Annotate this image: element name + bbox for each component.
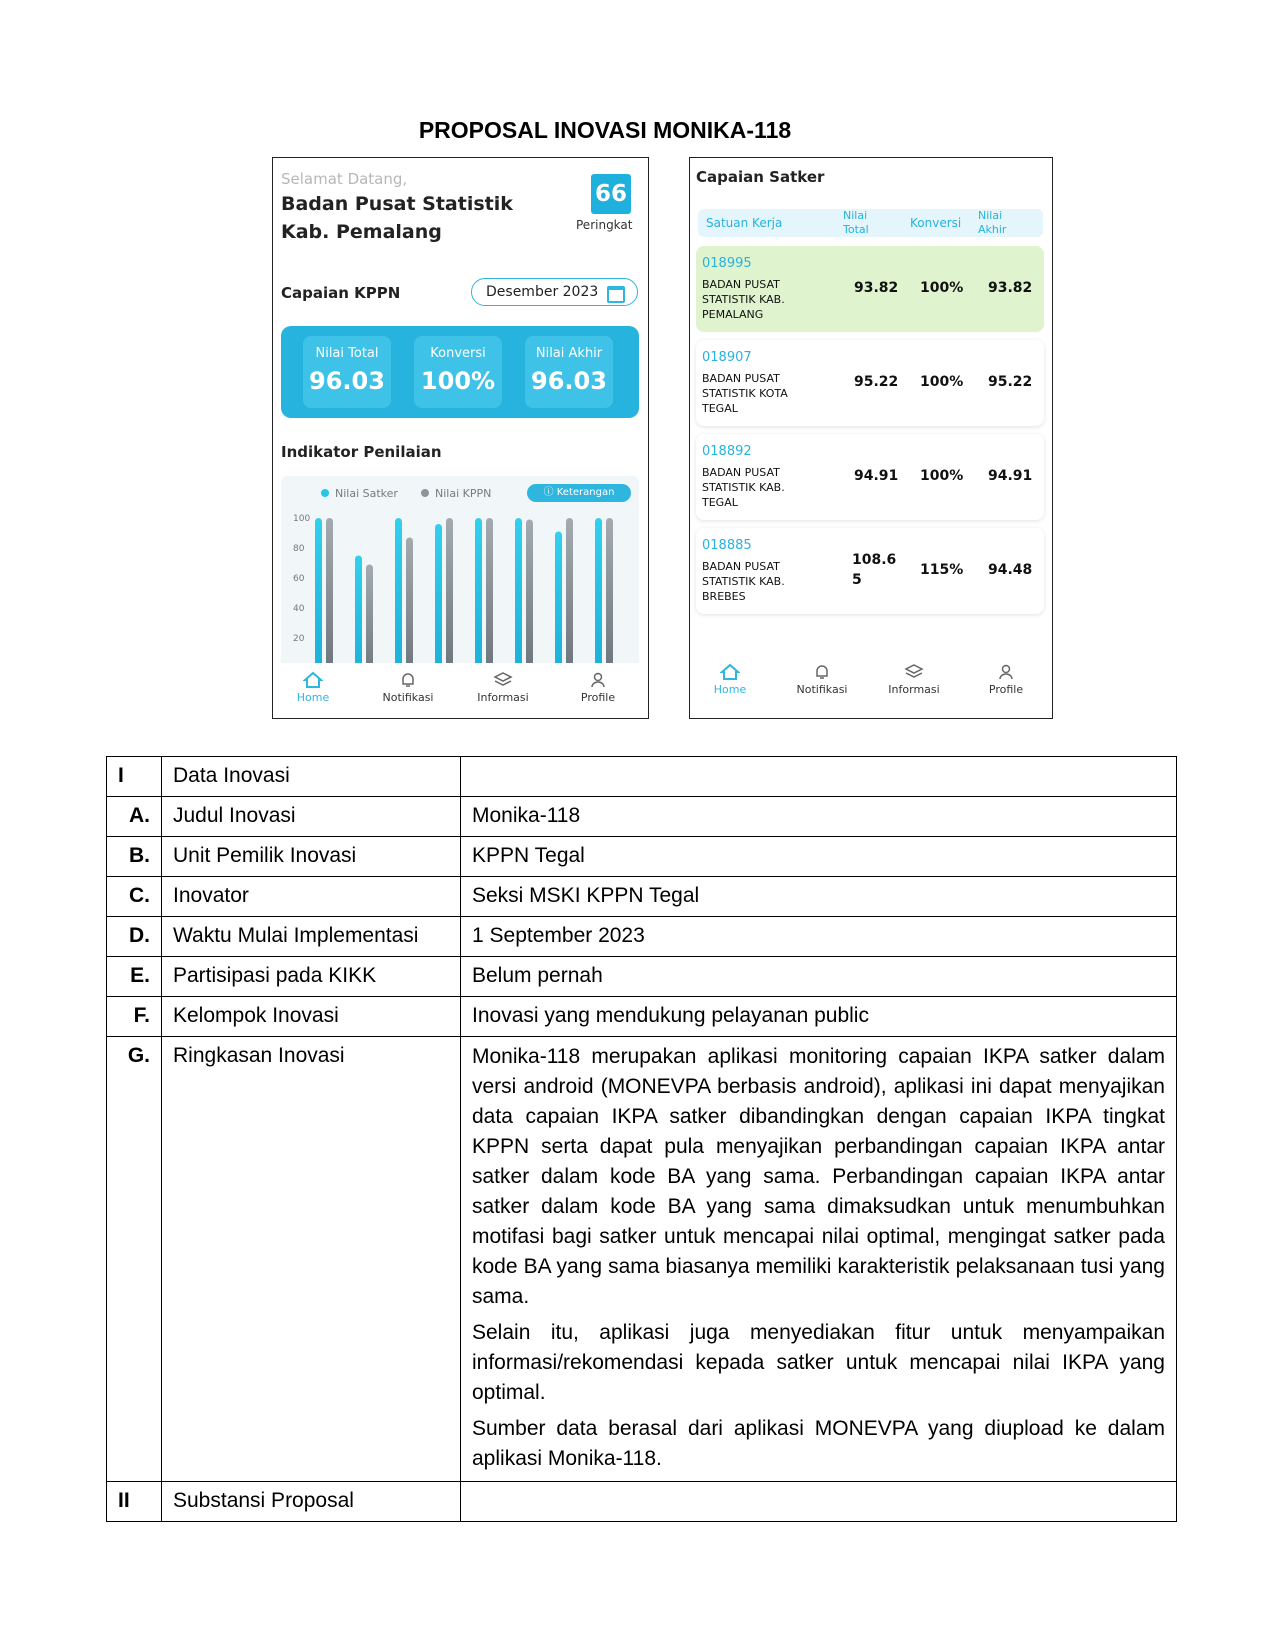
table-row: [107, 997, 1177, 1037]
satker-nilai-akhir: 93.82: [988, 280, 1033, 296]
row-label: Partisipasi pada KIKK: [162, 957, 461, 997]
period-selector[interactable]: [471, 278, 638, 306]
satker-name-line: PEMALANG: [702, 308, 764, 321]
nav-label: Notifikasi: [382, 691, 434, 704]
satker-name: [702, 559, 822, 604]
row-label: Kelompok Inovasi: [162, 997, 461, 1037]
indikator-penilaian-label: Indikator Penilaian: [281, 443, 442, 461]
satker-code: 018892: [702, 444, 752, 459]
table-row: [107, 877, 1177, 917]
header-nilai-akhir: [978, 209, 1006, 237]
header-nilai-total: [843, 209, 869, 237]
satker-name-line: TEGAL: [702, 496, 738, 509]
bar-nilai-kppn: [446, 518, 453, 676]
keterangan-label: Keterangan: [556, 487, 615, 498]
satker-row[interactable]: [696, 340, 1044, 426]
satker-name-line: BADAN PUSAT: [702, 372, 780, 385]
header-line: Akhir: [978, 223, 1007, 236]
bottom-nav: [273, 663, 648, 718]
nav-informasi[interactable]: [874, 663, 954, 696]
header-satuan-kerja: Satuan Kerja: [706, 216, 783, 230]
nav-profile[interactable]: [558, 671, 638, 704]
rank-label: Peringkat: [576, 218, 633, 232]
stat-value: 100%: [420, 367, 496, 395]
bell-icon: [399, 671, 417, 689]
nav-label: Notifikasi: [796, 683, 848, 696]
calendar-icon: [607, 286, 625, 303]
satker-nilai-akhir: 94.91: [988, 468, 1033, 484]
stats-panel: [281, 326, 639, 418]
summary-paragraph: Selain itu, aplikasi juga menyediakan fitur untuk menyampaikan informasi/rekomendasi kepada satker untuk mencapai nilai IKPA yang optimal.: [472, 1321, 1165, 1404]
user-icon: [589, 671, 607, 689]
home-icon: [303, 671, 323, 689]
header-line: Nilai: [843, 209, 868, 222]
bar-nilai-kppn: [326, 518, 333, 676]
home-icon: [720, 663, 740, 681]
stat-label: Konversi: [430, 346, 486, 361]
satker-nilai-total: 93.82: [854, 280, 899, 296]
row-number: B.: [107, 837, 162, 877]
nav-label: Home: [713, 683, 747, 696]
header-line: Total: [843, 223, 869, 236]
bottom-nav: [690, 663, 1052, 718]
row-value: Inovasi yang mendukung pelayanan public: [461, 997, 1177, 1037]
y-tick-label: 60: [293, 574, 305, 584]
satker-screenshot: [689, 157, 1053, 719]
org-line-2: Kab. Pemalang: [281, 221, 442, 243]
indikator-chart: [281, 476, 639, 676]
row-value: [461, 1482, 1177, 1522]
row-value: [461, 757, 1177, 797]
row-value: Belum pernah: [461, 957, 1177, 997]
satker-name-line: TEGAL: [702, 402, 738, 415]
satker-konversi: 100%: [920, 468, 964, 484]
row-label: Waktu Mulai Implementasi: [162, 917, 461, 957]
bar-nilai-kppn: [366, 565, 373, 677]
satker-name: [702, 465, 822, 510]
row-value: Seksi MSKI KPPN Tegal: [461, 877, 1177, 917]
satker-name-line: BADAN PUSAT: [702, 278, 780, 291]
stat-value: 96.03: [531, 367, 607, 395]
home-screenshot: [272, 157, 649, 719]
bar-nilai-satker: [595, 518, 602, 676]
table-row: [107, 757, 1177, 797]
nav-label: Profile: [580, 691, 616, 704]
satker-nilai-total: 95.22: [854, 374, 899, 390]
satker-code: 018885: [702, 538, 752, 553]
nav-label: Profile: [988, 683, 1024, 696]
row-label: Judul Inovasi: [162, 797, 461, 837]
ringkasan-cell: [461, 1037, 1177, 1482]
row-label: Data Inovasi: [162, 757, 461, 797]
layers-icon: [904, 663, 924, 681]
satker-row[interactable]: [696, 246, 1044, 332]
table-row: [107, 837, 1177, 877]
nav-home[interactable]: [273, 671, 353, 704]
capaian-satker-title: Capaian Satker: [696, 168, 825, 186]
bar-nilai-satker: [555, 532, 562, 677]
bar-nilai-satker: [395, 518, 402, 676]
nav-label: Informasi: [888, 683, 940, 696]
rank-badge: 66: [591, 174, 631, 214]
row-number: F.: [107, 997, 162, 1037]
row-number: E.: [107, 957, 162, 997]
satker-row[interactable]: [696, 434, 1044, 520]
row-label: Inovator: [162, 877, 461, 917]
table-row: [107, 957, 1177, 997]
table-row: [107, 1037, 1177, 1482]
stat-label: Nilai Total: [315, 346, 379, 361]
satker-nilai-akhir: 95.22: [988, 374, 1033, 390]
bar-nilai-kppn: [526, 520, 533, 677]
nav-informasi[interactable]: [463, 671, 543, 704]
satker-name: [702, 277, 822, 322]
nav-notifikasi[interactable]: [368, 671, 448, 704]
satker-name-line: STATISTIK KOTA: [702, 387, 788, 400]
table-row: [107, 1482, 1177, 1522]
data-inovasi-table: [106, 756, 1177, 1522]
stat-nilai-total: [303, 336, 391, 408]
nav-label: Informasi: [477, 691, 529, 704]
organization-name: [281, 190, 513, 246]
satker-nilai-total: 94.91: [854, 468, 899, 484]
legend-label: Nilai KPPN: [435, 487, 492, 500]
satker-name-line: STATISTIK KAB.: [702, 575, 785, 588]
satker-table-header: [698, 209, 1043, 237]
satker-name-line: STATISTIK KAB.: [702, 293, 785, 306]
row-number: II: [107, 1482, 162, 1522]
nav-profile[interactable]: [966, 663, 1046, 696]
satker-name: [702, 371, 822, 416]
bell-icon: [813, 663, 831, 681]
stat-value: 96.03: [309, 367, 385, 395]
satker-konversi: 100%: [920, 374, 964, 390]
satker-name-line: STATISTIK KAB.: [702, 481, 785, 494]
legend-label: Nilai Satker: [335, 487, 398, 500]
bar-nilai-satker: [355, 556, 362, 677]
capaian-kppn-label: Capaian KPPN: [281, 284, 401, 302]
summary-paragraph: Sumber data berasal dari aplikasi MONEVPA yang diupload ke dalam aplikasi Monika-118.: [472, 1417, 1165, 1470]
satker-konversi: 115%: [920, 562, 964, 578]
stat-konversi: [414, 336, 502, 408]
stat-nilai-akhir: [525, 336, 613, 408]
bar-nilai-satker: [515, 518, 522, 676]
y-tick-label: 80: [293, 544, 305, 554]
nav-home[interactable]: [690, 663, 770, 696]
bar-nilai-kppn: [406, 538, 413, 677]
row-number: A.: [107, 797, 162, 837]
satker-name-line: BREBES: [702, 590, 746, 603]
stat-label: Nilai Akhir: [535, 346, 603, 361]
greeting-text: Selamat Datang,: [281, 170, 408, 188]
bar-nilai-kppn: [566, 518, 573, 676]
row-value: 1 September 2023: [461, 917, 1177, 957]
document-title: PROPOSAL INOVASI MONIKA-118: [418, 117, 792, 143]
satker-nilai-akhir: 94.48: [988, 562, 1033, 578]
nav-label: Home: [296, 691, 330, 704]
satker-code: 018995: [702, 256, 752, 271]
y-tick-label: 100: [293, 514, 311, 524]
layers-icon: [493, 671, 513, 689]
bar-nilai-satker: [435, 524, 442, 676]
summary-paragraph: Monika-118 merupakan aplikasi monitoring capaian IKPA satker dalam versi android (MONEVPA berbasis android), aplikasi ini dapat menyajikan data capaian IKPA satker dibandingkan dengan capaian IKPA tingkat KPPN serta dapat pula menyajikan perbandingan capaian IKPA antar satker dalam kode BA yang sama. Perbandingan capaian IKPA antar satker dalam kode BA yang sama dimaksudkan untuk menumbuhkan motifasi bagi satker untuk mencapai nilai optimal, mengingat satker pada kode BA yang sama biasanya memiliki karakteristik pelaksanaan tusi yang sama.: [472, 1045, 1165, 1308]
y-tick-label: 40: [293, 604, 305, 614]
row-number: D.: [107, 917, 162, 957]
period-value: Desember 2023: [486, 284, 599, 300]
table-row: [107, 797, 1177, 837]
satker-konversi: 100%: [920, 280, 964, 296]
table-row: [107, 917, 1177, 957]
user-icon: [997, 663, 1015, 681]
row-number: I: [107, 757, 162, 797]
bar-nilai-kppn: [486, 518, 493, 676]
row-value: KPPN Tegal: [461, 837, 1177, 877]
row-label: Substansi Proposal: [162, 1482, 461, 1522]
org-line-1: Badan Pusat Statistik: [281, 193, 513, 215]
satker-nilai-total: 108.6 5: [852, 552, 897, 588]
row-value: Monika-118: [461, 797, 1177, 837]
bar-nilai-satker: [315, 518, 322, 676]
bar-chart-svg: [281, 476, 639, 676]
bar-nilai-satker: [475, 518, 482, 676]
row-number: G.: [107, 1037, 162, 1482]
keterangan-button[interactable]: ⓘ Keterangan: [527, 484, 631, 502]
row-label: Unit Pemilik Inovasi: [162, 837, 461, 877]
satker-name-line: BADAN PUSAT: [702, 560, 780, 573]
row-label: Ringkasan Inovasi: [162, 1037, 461, 1482]
header-konversi: Konversi: [910, 216, 962, 230]
row-number: C.: [107, 877, 162, 917]
nav-notifikasi[interactable]: [782, 663, 862, 696]
bar-nilai-kppn: [606, 518, 613, 676]
satker-row[interactable]: [696, 528, 1044, 614]
satker-code: 018907: [702, 350, 752, 365]
header-line: Nilai: [978, 209, 1003, 222]
satker-name-line: BADAN PUSAT: [702, 466, 780, 479]
y-tick-label: 20: [293, 634, 305, 644]
